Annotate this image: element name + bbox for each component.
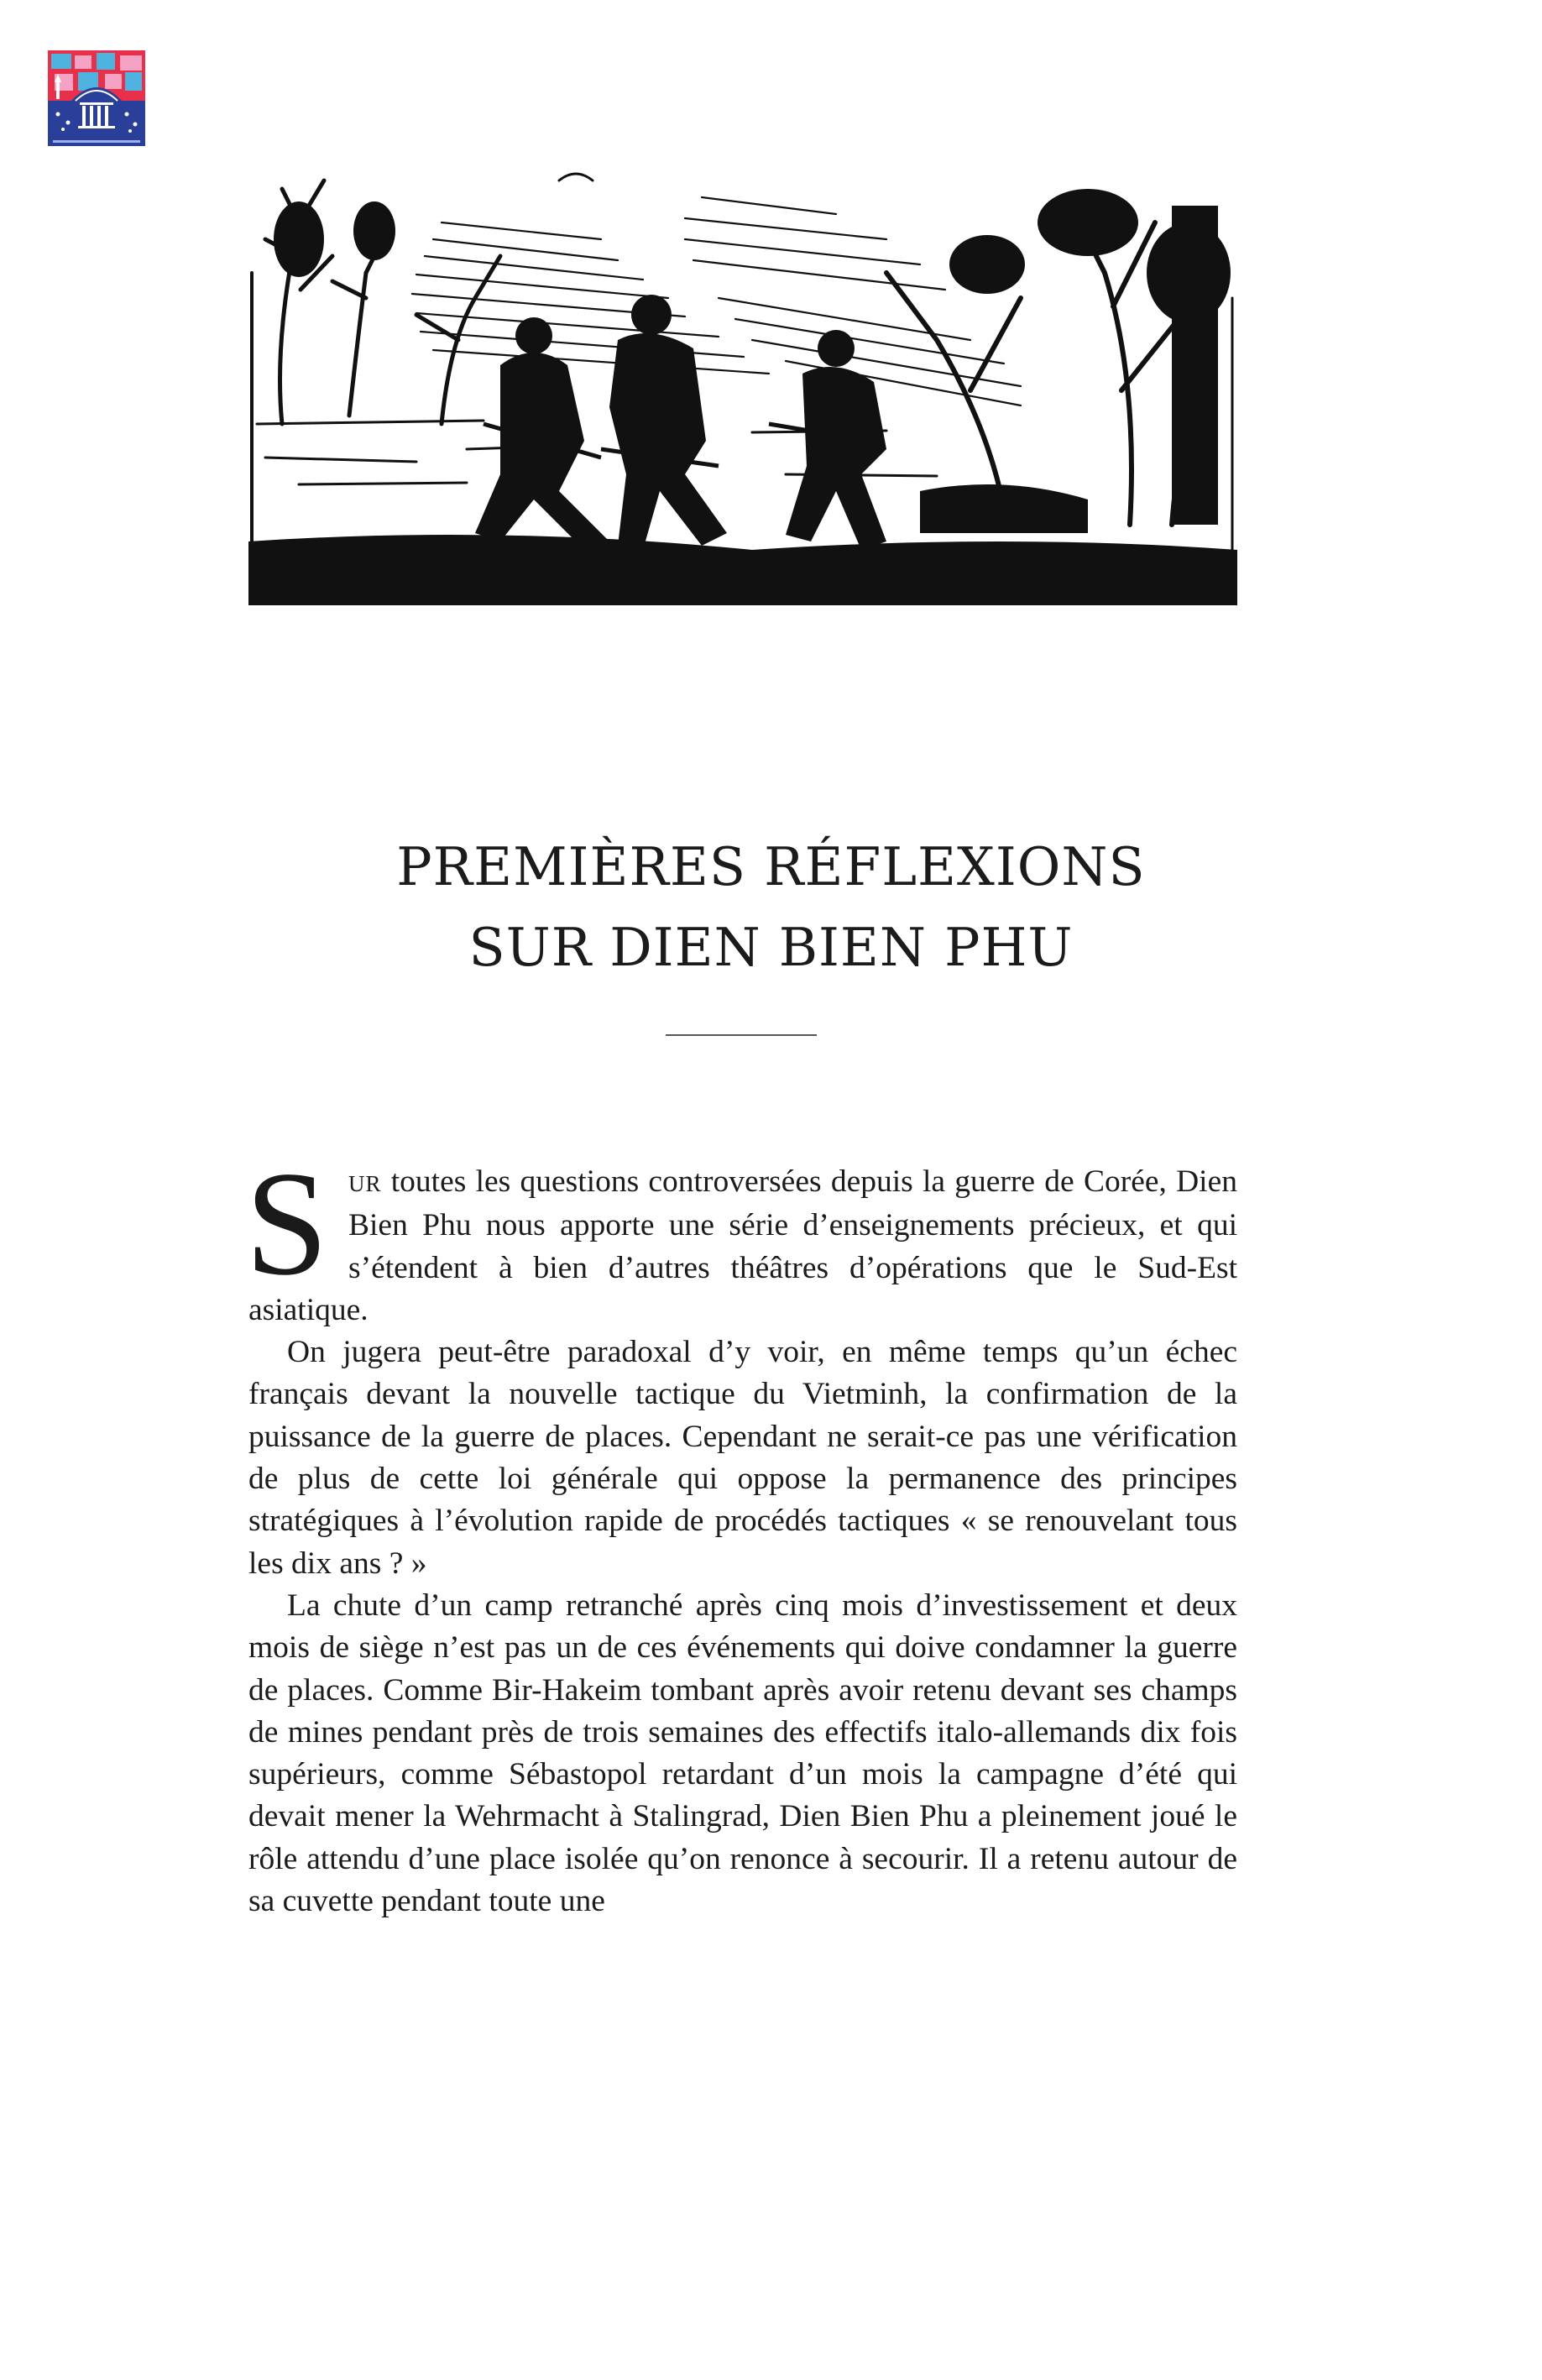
chapter-title-line2: SUR DIEN BIEN PHU: [468, 917, 1074, 978]
dropcap-letter: S: [245, 1140, 328, 1306]
smallcaps-lead: UR: [348, 1171, 382, 1196]
publisher-logo-icon: [46, 49, 147, 148]
title-divider: [666, 1034, 817, 1036]
chapter-body: [245, 1140, 1237, 1922]
chapter-title: [0, 827, 1542, 988]
paragraph-1: [245, 1140, 1237, 1331]
paragraph-2: On jugera peut-être paradoxal d’y voir, en même temps qu’un échec français devant la nouvelle tactique du Vietminh, la confirmation de la puissance de la guerre de places. Cependant ne serait-ce pas une vérification de plus de cette loi générale qui oppose la permanence des principes stratégiques à l’évolution rapide de procédés tactiques « se renouvelant tous les dix ans ? »: [248, 1335, 1237, 1581]
paragraph-3: La chute d’un camp retranché après cinq mois d’investissement et deux mois de siège n’est pas un de ces événements qui doive condamner la guerre de places. Comme Bir-Hakeim tombant après avoir retenu devant ses champs de mines pendant près de trois semaines des effectifs italo-allemands dix fois supérieurs, comme Sébastopol retardant d’un mois la campagne d’été qui devait mener la Wehrmacht à Stalingrad, Dien Bien Phu a pleinement joué le rôle attendu d’une place isolée qu’on renonce à secourir. Il a retenu autour de sa cuvette pendant toute une: [248, 1588, 1237, 1919]
soldiers-engraving-image: [248, 172, 1237, 605]
paragraph-1-text: toutes les questions controversées depuis la guerre de Corée, Dien Bien Phu nous apporte une série d’enseignements précieux, et qui s’étendent à bien d’autres théâtres d’opérations que le Sud-Est asiatique.: [248, 1164, 1237, 1327]
chapter-title-line1: PREMIÈRES RÉFLEXIONS: [396, 836, 1146, 897]
